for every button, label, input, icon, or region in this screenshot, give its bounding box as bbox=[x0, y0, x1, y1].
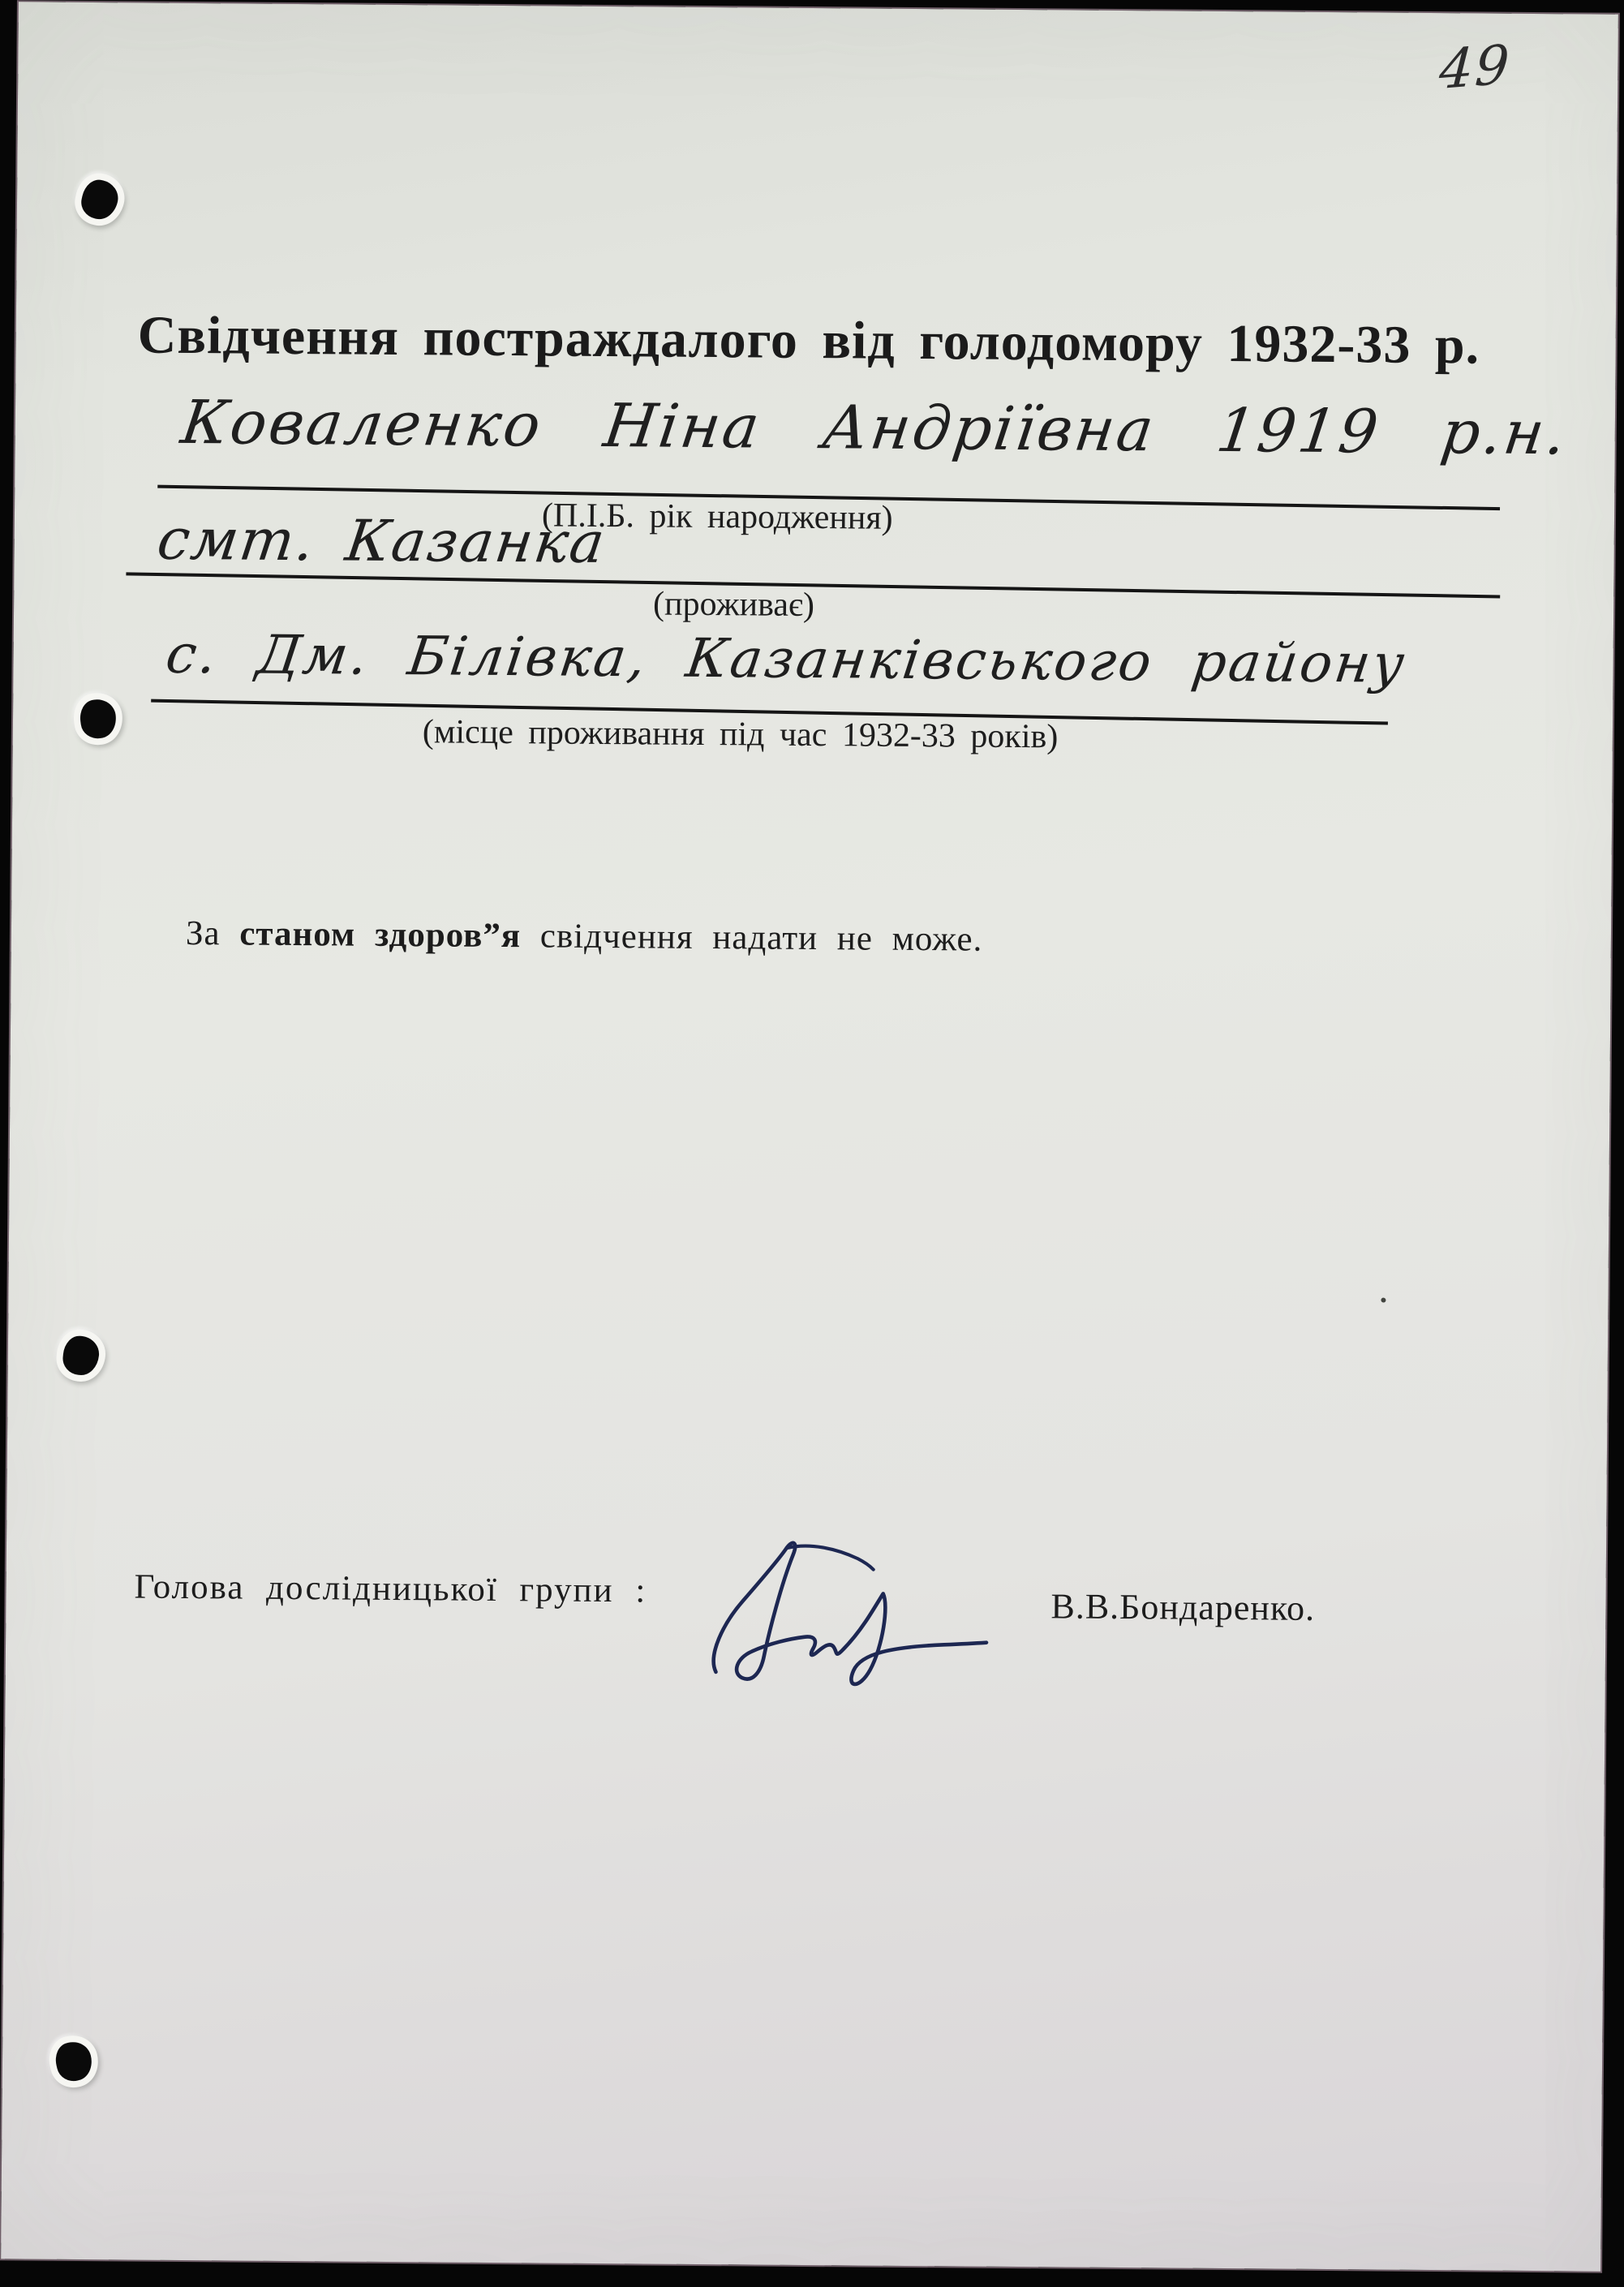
statement-rest: свідчення надати не може. bbox=[539, 917, 983, 959]
researcher-group-label: Голова дослідницької групи : bbox=[134, 1567, 647, 1610]
field-value-residence-handwritten: смт. Казанка bbox=[153, 505, 610, 576]
field-caption-residence-1932: (місце проживання під час 1932-33 років) bbox=[422, 713, 1059, 756]
field-caption-residence: (проживає) bbox=[652, 585, 815, 625]
field-value-name-handwritten: Коваленко Ніна Андріївна 1919 р.н. bbox=[177, 387, 1573, 469]
field-value-residence-1932-handwritten: с. Дм. Білівка, Казанківського району bbox=[162, 622, 1411, 695]
form-title: Свідчення постраждалого від голодомору 1932-33 р. bbox=[137, 305, 1480, 376]
health-statement bbox=[186, 914, 983, 960]
punch-hole bbox=[54, 1327, 108, 1383]
statement-emphasis: станом здоров”я bbox=[239, 914, 522, 956]
statement-prefix: За bbox=[185, 914, 221, 953]
punch-hole bbox=[71, 169, 129, 230]
punch-hole bbox=[71, 690, 126, 747]
page-number: 49 bbox=[1437, 32, 1513, 102]
paper-sheet bbox=[1, 2, 1618, 2271]
paper-speck bbox=[1381, 1298, 1386, 1303]
signature-name: В.В.Бондаренко. bbox=[1050, 1586, 1316, 1628]
punch-hole bbox=[44, 2031, 103, 2092]
field-caption-name: (П.І.Б. рік народження) bbox=[541, 497, 893, 537]
signature bbox=[691, 1513, 991, 1700]
